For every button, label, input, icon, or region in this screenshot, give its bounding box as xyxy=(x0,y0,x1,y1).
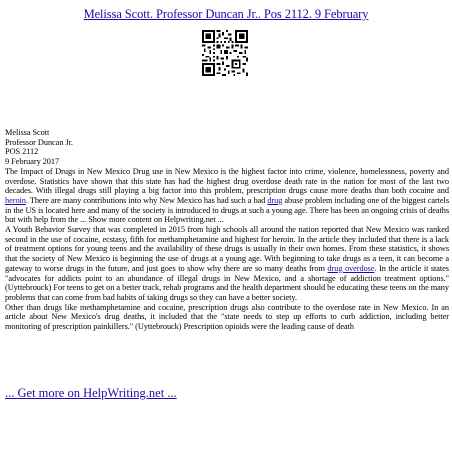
course-code: POS 2112 xyxy=(5,147,39,157)
get-more-link[interactable]: ... Get more on HelpWriting.net ... xyxy=(5,386,177,400)
paragraph-3: Other than drugs like methamphetamine and cocaine, prescription drugs also contribute to the overdose rate in New Mexico. In an article about New Mexico's drug deaths, it included that the "state needs to step up efforts to curb addiction, including better monitoring of prescription painkillers." (Uyttebrouck) Prescription opioids were the leading cause of death xyxy=(5,302,449,332)
document-title-link[interactable]: Melissa Scott. Professor Duncan Jr.. Pos 2112. 9 February xyxy=(83,7,369,21)
paragraph-1-text-a: The Impact of Drugs in New Mexico Drug use in New Mexico is the highest factor into crime, violence, homelessness, poverty and overdose. Statistics have shown that this state has had the highest drug overdose death rate in the nation for most of the last two decades. With illegal drugs still playing a big factor into this problem, prescription drugs cause more deaths than both cocaine and xyxy=(5,166,449,196)
paragraph-2-text-b: . In the article it states "advocates for addicts point to an abundance of illegal drugs in New Mexico, and a shortage of addiction treatment options." (Uyttebrouck) For teens to get on a better track, rehab programs and the health department should be educating these teens on the many problems that can come from bad habits of taking drugs so they can have a better society. xyxy=(5,263,449,302)
essay-text xyxy=(5,128,449,332)
paragraph-1 xyxy=(5,167,449,225)
paragraph-1-text-b: . There are many contributions into why New Mexico has had such a bad xyxy=(25,195,268,205)
drug-link[interactable]: drug xyxy=(267,195,283,205)
paragraph-2 xyxy=(5,225,449,303)
heroin-link[interactable]: heroin xyxy=(5,195,26,205)
paragraph-1-text-c: abuse problem including one of the biggest cartels in the US is located here and many of the society is introduced to drugs at such a young age. There has been an ongoing crisis of deaths but with help from the ... Show more content on Helpwriting.net ... xyxy=(5,195,449,225)
professor-name: Professor Duncan Jr. xyxy=(5,137,73,147)
qr-code-icon xyxy=(202,30,248,76)
drug-overdose-link[interactable]: drug overdose xyxy=(327,263,375,273)
author-name: Melissa Scott xyxy=(5,128,50,137)
paragraph-2-text-a: A Youth Behavior Survey that was completed in 2015 from high schools all around the nation reported that New Mexico was ranked second in the use of cocaine, ecstasy, fifth for methamphetamine and highest for heroin. In the article they included that there is a lack of treatment options for young teens and the availability of these drugs is usually in their own homes. From these statistics, it shows that the society of New Mexico is beginning the use of drugs at a young age. With beginning to take drugs as a teen, it can become a gateway to worse drugs in the future, and just goes to show why there are so many deaths from xyxy=(5,225,449,273)
essay-date: 9 February 2017 xyxy=(5,157,60,167)
